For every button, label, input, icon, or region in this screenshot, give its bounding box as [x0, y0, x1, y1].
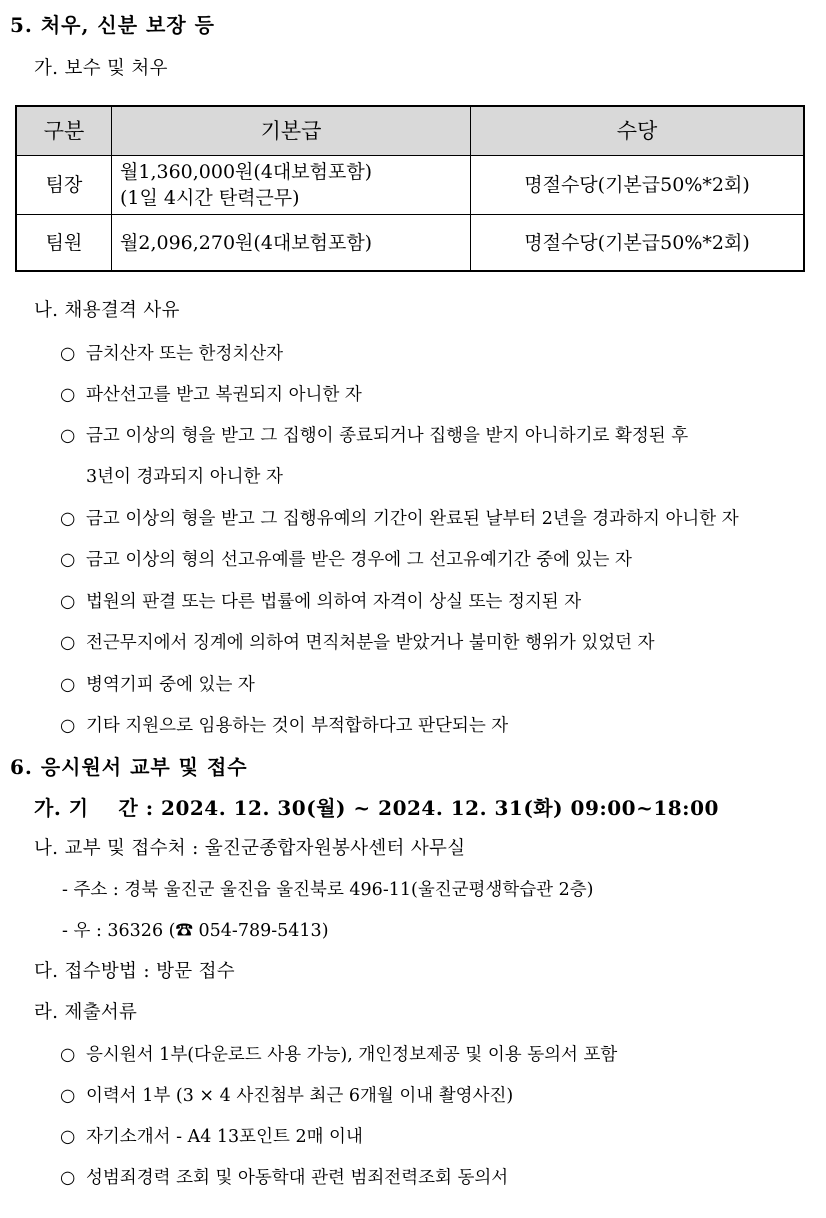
section-5-heading: 5. 처우, 신분 보장 등	[10, 13, 215, 37]
list-item: ○ 금고 이상의 형을 받고 그 집행이 종료되거나 집행을 받지 아니하기로 확정된 후	[60, 423, 688, 449]
bullet-circle: ○	[60, 426, 76, 446]
bullet-circle: ○	[60, 675, 76, 695]
table-header-base-pay: 기본급	[112, 106, 471, 156]
list-item: ○ 응시원서 1부(다운로드 사용 가능), 개인정보제공 및 이용 동의서 포함	[60, 1042, 617, 1068]
bullet-circle: ○	[60, 1168, 76, 1188]
table-row	[16, 156, 804, 215]
list-item: ○ 병역기피 중에 있는 자	[60, 672, 255, 698]
bullet-circle: ○	[60, 1127, 76, 1147]
table-header-category: 구분	[16, 106, 112, 156]
bullet-circle: ○	[60, 1086, 76, 1106]
base-pay-note: (1일 4시간 탄력근무)	[120, 187, 300, 209]
table-row	[16, 215, 804, 272]
bullet-circle: ○	[60, 385, 76, 405]
table-header-row	[16, 106, 804, 156]
section-6-heading: 6. 응시원서 교부 및 접수	[10, 755, 248, 779]
bullet-circle: ○	[60, 1045, 76, 1065]
allowance-cell: 명절수당(기본급50%*2회)	[471, 215, 805, 272]
base-pay-cell	[112, 156, 471, 215]
list-item: ○ 법원의 판결 또는 다른 법률에 의하여 자격이 상실 또는 정지된 자	[60, 589, 581, 615]
application-method: 다. 접수방법 : 방문 접수	[34, 961, 235, 982]
bullet-circle: ○	[60, 633, 76, 653]
address-line: - 주소 : 경북 울진군 울진읍 울진북로 496-11(울진군평생학습관 2층)	[62, 880, 594, 900]
list-item: ○ 자기소개서 - A4 13포인트 2매 이내	[60, 1124, 363, 1150]
bullet-circle: ○	[60, 344, 76, 364]
postal-phone-line: - 우 : 36326 (☎ 054-789-5413)	[62, 921, 329, 941]
role-cell: 팀원	[16, 215, 112, 272]
bullet-circle: ○	[60, 716, 76, 736]
pay-table	[15, 105, 805, 272]
list-item: ○ 기타 지원으로 임용하는 것이 부적합하다고 판단되는 자	[60, 713, 508, 739]
list-item-continuation: 3년이 경과되지 아니한 자	[86, 467, 283, 487]
application-place: 나. 교부 및 접수처 : 울진군종합자원봉사센터 사무실	[34, 838, 466, 859]
list-item: ○ 이력서 1부 (3 × 4 사진첨부 최근 6개월 이내 촬영사진)	[60, 1083, 513, 1109]
bullet-circle: ○	[60, 550, 76, 570]
base-pay-cell: 월2,096,270원(4대보험포함)	[112, 215, 471, 272]
table-header-allowance: 수당	[471, 106, 805, 156]
list-item: ○ 전근무지에서 징계에 의하여 면직처분을 받았거나 불미한 행위가 있었던 자	[60, 630, 655, 656]
bullet-circle: ○	[60, 509, 76, 529]
subheading-disqualification: 나. 채용결격 사유	[34, 300, 180, 321]
documents-heading: 라. 제출서류	[34, 1002, 138, 1023]
list-item: ○ 성범죄경력 조회 및 아동학대 관련 범죄전력조회 동의서	[60, 1165, 508, 1191]
bullet-circle: ○	[60, 592, 76, 612]
subheading-pay: 가. 보수 및 처우	[34, 58, 168, 79]
list-item: ○ 금고 이상의 형의 선고유예를 받은 경우에 그 선고유예기간 중에 있는 자	[60, 547, 632, 573]
application-period: 가. 기 간 : 2024. 12. 30(월) ~ 2024. 12. 31(화) 09:00~18:00	[34, 796, 719, 820]
list-item: ○ 금치산자 또는 한정치산자	[60, 341, 283, 367]
role-cell: 팀장	[16, 156, 112, 215]
list-item: ○ 금고 이상의 형을 받고 그 집행유예의 기간이 완료된 날부터 2년을 경과하지 아니한 자	[60, 506, 739, 532]
allowance-cell: 명절수당(기본급50%*2회)	[471, 156, 805, 215]
list-item: ○ 파산선고를 받고 복권되지 아니한 자	[60, 382, 362, 408]
base-pay-line: 월1,360,000원(4대보험포함)	[120, 161, 373, 183]
